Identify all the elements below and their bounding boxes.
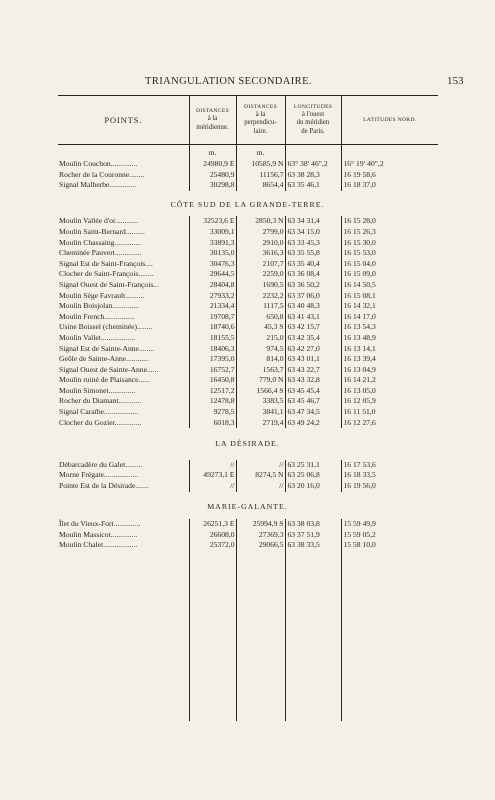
point-name-cell [58,481,189,492]
meridian-distance-cell: // [189,481,236,492]
table-row [58,301,438,312]
point-name-cell [58,238,189,249]
meridian-distance-cell: 30135,0 [189,248,236,259]
perpendicular-distance-cell: 1117,5 [236,301,285,312]
header-longitude [285,96,341,145]
point-name-cell [58,322,189,333]
meridian-distance-cell: 12478,8 [189,396,236,407]
longitude-cell: 63 25 31,1 [285,460,341,471]
leader-dots: ...... [146,364,159,374]
point-name-cell [58,170,189,181]
leader-dots: .............. [110,529,138,539]
section-heading: CÔTE SUD DE LA GRANDE-TERRE. [170,199,325,209]
perpendicular-distance-cell: 3616,3 [236,248,285,259]
longitude-cell: 63 40 48,3 [285,301,341,312]
table-row [58,354,438,365]
point-name: Débarcadère du Galet [59,459,126,469]
latitude-cell: 16 13 14,1 [341,344,438,355]
point-name: Moulin Simonet [59,385,109,395]
tail-cell [341,551,438,721]
header-latitude: LATITUDES NORD. [341,96,438,145]
perpendicular-distance-cell: 8654,4 [236,180,285,191]
triangulation-table-container [58,95,438,721]
meridian-distance-cell: 33009,1 [189,227,236,238]
table-row [58,322,438,333]
point-name: Moulin Saint-Bernard [59,226,126,236]
header-points: POINTS. [58,96,189,145]
leader-dots: ................ [104,311,135,321]
unit-meridienne: m. [189,145,236,160]
point-name-cell [58,269,189,280]
latitude-cell: 16 14 21,2 [341,375,438,386]
meridian-distance-cell: 12517,2 [189,386,236,397]
point-name-cell [58,460,189,471]
leader-dots: ...... [138,375,150,385]
perpendicular-distance-cell: 2910,0 [236,238,285,249]
point-name: Geôle de Sainte-Anne [59,354,127,364]
latitude-cell: 16 15 30,0 [341,238,438,249]
perpendicular-distance-cell: 1563,7 [236,365,285,376]
longitude-cell: 63 43 01,1 [285,354,341,365]
tail-cell [58,551,189,721]
header-perp-line3: perpendicu- [244,119,277,127]
latitude-cell: 15 59 05,2 [341,530,438,541]
leader-dots: .................. [103,540,138,550]
latitude-cell: 16 13 04,9 [341,365,438,376]
meridian-distance-cell: 24980,9 E [189,159,236,170]
longitude-cell: 63 34 31,4 [285,216,341,227]
header-perp-line4: laire. [253,127,268,135]
perpendicular-distance-cell: 8274,5 N [236,470,285,481]
table-row [58,530,438,541]
table-row [58,375,438,386]
table-row [58,227,438,238]
table-row [58,280,438,291]
perpendicular-distance-cell: 29066,5 [236,540,285,551]
table-body [58,145,438,722]
leader-dots: .................. [103,470,139,480]
tail-cell [285,551,341,721]
meridian-distance-cell: 16450,8 [189,375,236,386]
table-row [58,407,438,418]
meridian-distance-cell: 26608,0 [189,530,236,541]
point-name-cell [58,530,189,541]
point-name-cell [58,248,189,259]
latitude-cell: 16 15 04,0 [341,259,438,270]
point-name-cell [58,396,189,407]
point-name-cell [58,418,189,429]
point-name: Moulin Couchon [59,159,111,168]
latitude-cell: 16 15 26,3 [341,227,438,238]
point-name: Signal Ouest de Sainte-Anne [59,364,147,374]
table-row [58,333,438,344]
point-name: Moulin Massicot [59,529,111,539]
leader-dots: .............. [109,180,136,190]
leader-dots: ............ [126,354,149,364]
header-perp-line1: DISTANCES [243,103,278,110]
perpendicular-distance-cell: 215,0 [236,333,285,344]
longitude-cell: 63 38 33,5 [285,540,341,551]
point-name-cell [58,227,189,238]
latitude-cell: 16 17 53,6 [341,460,438,471]
table-row [58,418,438,429]
point-name-cell [58,344,189,355]
longitude-cell: 63 33 45,3 [285,238,341,249]
latitude-cell: 15 59 49,9 [341,519,438,530]
meridian-distance-cell: 49273,1 E [189,470,236,481]
point-name: Moulin Boisjolan [59,301,113,311]
table-row [58,269,438,280]
leader-dots: ......... [125,459,143,469]
perpendicular-distance-cell: 11156,7 [236,170,285,181]
table-row [58,216,438,227]
units-cell-empty [58,145,189,160]
unit-latitude-empty [341,145,438,160]
latitude-cell: 16 14 17,0 [341,312,438,323]
latitude-cell: 16 11 51,0 [341,407,438,418]
meridian-distance-cell: 26251,3 E [189,519,236,530]
meridian-distance-cell: 16752,7 [189,365,236,376]
meridian-distance-cell: 29644,5 [189,269,236,280]
section-heading: MARIE-GALANTE. [207,501,288,511]
perpendicular-distance-cell: // [236,460,285,471]
latitude-cell: 16 14 32,1 [341,301,438,312]
table-row [58,291,438,302]
longitude-cell: 63° 38′ 46″,2 [285,159,341,170]
point-name-cell [58,312,189,323]
header-perp-line2: à la [255,110,266,118]
leader-dots: ... [153,279,159,289]
point-name: Rocher de la Couronne [59,169,130,179]
meridian-distance-cell: 6018,3 [189,418,236,429]
header-long-line3: du méridien [296,119,330,127]
longitude-cell: 63 25 06,8 [285,470,341,481]
longitude-cell: 63 45 46,7 [285,396,341,407]
page-number: 153 [447,75,464,87]
leader-dots: ............ [115,216,138,226]
latitude-cell: 16 19 58,6 [341,170,438,181]
longitude-cell: 63 20 16,0 [285,481,341,492]
point-name-cell [58,540,189,551]
leader-dots: .............. [108,385,136,395]
point-name-cell [58,470,189,481]
point-name-cell [58,291,189,302]
table-row [58,159,438,170]
meridian-distance-cell: 25372,0 [189,540,236,551]
point-name: Moulin Chalet [59,540,104,550]
longitude-cell: 63 42 35,4 [285,333,341,344]
longitude-cell: 63 34 15,0 [285,227,341,238]
tail-cell [189,551,236,721]
latitude-cell: 16 13 48,9 [341,333,438,344]
leader-dots: ........ [138,269,154,279]
point-name: Signal Est de Saint-François [59,258,146,268]
latitude-cell: 15 58 10,0 [341,540,438,551]
section-heading-row [58,428,438,460]
header-meridienne-line3: méridienne. [196,123,229,131]
leader-dots: .................. [103,407,139,417]
leader-dots: .............. [110,159,138,168]
header-meridienne [189,96,236,145]
section-heading: LA DÉSIRADE. [215,439,280,449]
longitude-cell: 63 35 40,4 [285,259,341,270]
leader-dots: ....... [135,481,149,491]
perpendicular-distance-cell: 1566,4 S [236,386,285,397]
point-name: Rocher du Diamant [59,396,119,406]
header-meridienne-line1: DISTANCES [195,108,230,114]
table-row [58,259,438,270]
meridian-distance-cell: 21334,4 [189,301,236,312]
longitude-cell: 63 43 22,7 [285,365,341,376]
longitude-cell: 63 36 08,4 [285,269,341,280]
leader-dots: ........ [129,169,145,179]
perpendicular-distance-cell: 25994,9 S [236,519,285,530]
longitude-cell: 63 45 45,4 [285,386,341,397]
perpendicular-distance-cell: 1690,5 [236,280,285,291]
perpendicular-distance-cell: 45,3 S [236,322,285,333]
table-row [58,312,438,323]
longitude-cell: 63 43 32,8 [285,375,341,386]
perpendicular-distance-cell: // [236,481,285,492]
leader-dots: .................. [100,332,136,342]
point-name: Usine Boissel (cheminée) [59,322,138,332]
point-name-cell [58,519,189,530]
point-name-cell [58,354,189,365]
meridian-distance-cell: 18740,6 [189,322,236,333]
point-name: Moulin Vallet [59,332,101,342]
section-heading-row [58,492,438,520]
leader-dots: .......... [125,290,145,300]
point-name-cell [58,216,189,227]
meridian-distance-cell: 27933,2 [189,291,236,302]
latitude-cell: 16 15 28,0 [341,216,438,227]
table-row [58,396,438,407]
header-meridienne-line2: à la [207,115,218,122]
table-row [58,248,438,259]
point-name: Signal Ouest de Saint-François [59,279,154,289]
table-tail-spacer [58,551,438,721]
point-name: Îlet du Vieux-Fort [59,519,114,529]
leader-dots: .............. [112,301,139,311]
point-name-cell [58,159,189,170]
latitude-cell: 16° 19′ 40″,2 [341,159,438,170]
latitude-cell: 16 12 05,9 [341,396,438,407]
point-name: Cheminée Pauvert [59,248,115,258]
point-name-cell [58,333,189,344]
leader-dots: .............. [114,248,142,258]
leader-dots: .... [145,258,153,268]
perpendicular-distance-cell: 650,8 [236,312,285,323]
table-row [58,460,438,471]
latitude-cell: 16 12 27,6 [341,418,438,429]
latitude-cell: 16 13 39,4 [341,354,438,365]
perpendicular-distance-cell: 779,0 N [236,375,285,386]
table-row [58,180,438,191]
longitude-cell: 63 38 03,8 [285,519,341,530]
perpendicular-distance-cell: 974,5 [236,344,285,355]
latitude-cell: 16 15 08,1 [341,291,438,302]
unit-perpendiculaire: m. [236,145,285,160]
perpendicular-distance-cell: 10585,9 N [236,159,285,170]
meridian-distance-cell: 30298,8 [189,180,236,191]
meridian-distance-cell: 18406,3 [189,344,236,355]
point-name: Clocher du Gozier [59,417,115,427]
meridian-distance-cell: 32523,6 E [189,216,236,227]
perpendicular-distance-cell: 814,0 [236,354,285,365]
latitude-cell: 16 18 37,0 [341,180,438,191]
table-row [58,170,438,181]
point-name-cell [58,280,189,291]
meridian-distance-cell: 9278,5 [189,407,236,418]
point-name-cell [58,386,189,397]
header-long-line1: LONGITUDES [293,103,333,110]
point-name: Morne Frégate [59,470,104,480]
longitude-cell: 63 37 51,9 [285,530,341,541]
latitude-cell: 16 15 53,0 [341,248,438,259]
longitude-cell: 63 37 06,0 [285,291,341,302]
table-row [58,519,438,530]
header-long-line2: à l'ouest [301,110,325,118]
table-row [58,238,438,249]
point-name: Signal Malherbe [59,180,110,190]
triangulation-table [58,95,438,721]
latitude-cell: 16 13 54,3 [341,322,438,333]
point-name: Moulin Chassaing [59,237,115,247]
meridian-distance-cell: 19708,7 [189,312,236,323]
table-row [58,481,438,492]
meridian-distance-cell: 33891,3 [189,238,236,249]
header-perpendiculaire [236,96,285,145]
unit-longitude-empty [285,145,341,160]
point-name: Signal Caraïbe [59,407,104,417]
point-name: Moulin Sège Favrault [59,290,126,300]
meridian-distance-cell: // [189,460,236,471]
point-name-cell [58,407,189,418]
units-row [58,145,438,160]
perpendicular-distance-cell: 2259,0 [236,269,285,280]
running-head [0,76,495,90]
page-title: TRIANGULATION SECONDAIRE. [145,76,312,87]
longitude-cell: 63 35 46,1 [285,180,341,191]
leader-dots: ........ [137,322,153,332]
point-name: Signal Est de Sainte-Anne [59,343,139,353]
meridian-distance-cell: 18155,5 [189,333,236,344]
point-name: Pointe Est de la Désirade [59,481,136,491]
table-header-row [58,96,438,145]
tail-cell [236,551,285,721]
point-name: Moulin French [59,311,105,321]
table-row [58,540,438,551]
leader-dots: ........ [138,343,155,353]
longitude-cell: 63 42 27,0 [285,344,341,355]
point-name-cell [58,375,189,386]
latitude-cell: 16 15 09,0 [341,269,438,280]
perpendicular-distance-cell: 3841,1 [236,407,285,418]
meridian-distance-cell: 17395,0 [189,354,236,365]
table-row [58,386,438,397]
perpendicular-distance-cell: 2107,7 [236,259,285,270]
longitude-cell: 63 49 24,2 [285,418,341,429]
point-name-cell [58,180,189,191]
latitude-cell: 16 18 33,5 [341,470,438,481]
table-row [58,365,438,376]
meridian-distance-cell: 25480,9 [189,170,236,181]
perpendicular-distance-cell: 2850,3 N [236,216,285,227]
leader-dots: ............ [118,396,142,406]
longitude-cell: 63 41 43,1 [285,312,341,323]
meridian-distance-cell: 30476,3 [189,259,236,270]
leader-dots: .............. [114,417,142,427]
latitude-cell: 16 14 50,5 [341,280,438,291]
perpendicular-distance-cell: 3383,5 [236,396,285,407]
latitude-cell: 16 13 05,0 [341,386,438,397]
table-row [58,344,438,355]
latitude-cell: 16 19 56,0 [341,481,438,492]
perpendicular-distance-cell: 2719,4 [236,418,285,429]
perpendicular-distance-cell: 27369,3 [236,530,285,541]
longitude-cell: 63 47 34,5 [285,407,341,418]
leader-dots: .......... [125,226,145,236]
point-name-cell [58,301,189,312]
perpendicular-distance-cell: 2232,2 [236,291,285,302]
leader-dots: .............. [114,237,142,247]
point-name-cell [58,365,189,376]
point-name: Moulin ruiné de Plaisance [59,375,139,385]
longitude-cell: 63 36 50,2 [285,280,341,291]
longitude-cell: 63 42 15,7 [285,322,341,333]
table-row [58,470,438,481]
section-heading-row [58,191,438,217]
point-name-cell [58,259,189,270]
perpendicular-distance-cell: 2799,0 [236,227,285,238]
point-name: Clocher de Saint-François [59,269,139,279]
longitude-cell: 63 38 28,3 [285,170,341,181]
header-long-line4: de Paris. [301,127,325,135]
meridian-distance-cell: 28404,8 [189,280,236,291]
point-name: Moulin Vallée d'or [59,216,116,226]
longitude-cell: 63 35 55,8 [285,248,341,259]
leader-dots: .............. [113,519,141,529]
